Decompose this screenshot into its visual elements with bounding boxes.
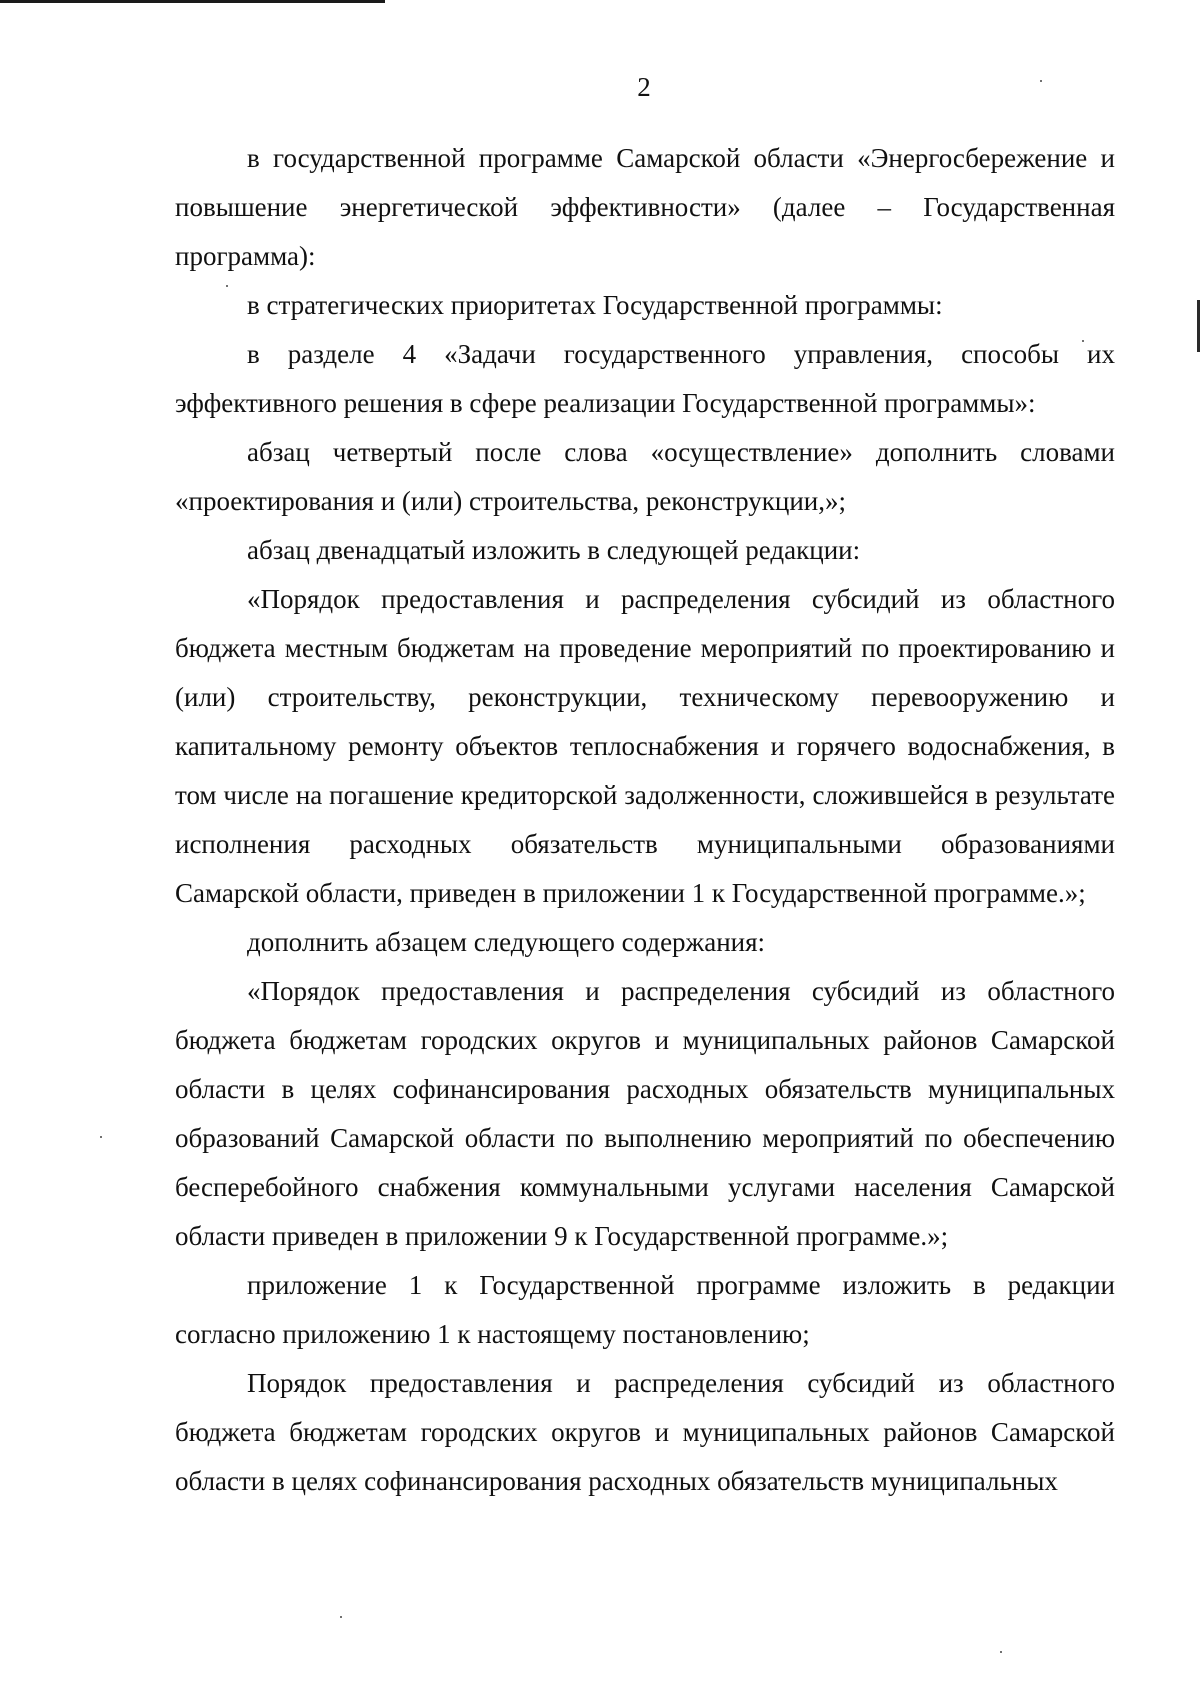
paragraph: абзац двенадцатый изложить в следующей редакции: [247, 535, 861, 565]
paragraph: дополнить абзацем следующего содержания: [247, 927, 766, 957]
paragraph: в государственной программе Самарской области «Энергосбережение и повышение энергетической эффективности» (далее – Государственная программа): [175, 143, 1115, 271]
scan-edge-mark-top [0, 0, 385, 3]
paragraph: «Порядок предоставления и распределения субсидий из областного бюджета бюджетам городских округов и муниципальных районов Самарской области в целях софинансирования расходных обязательств муниципальных образований Самарской области по выполнению мероприятий по обеспечению бесперебойного снабжения коммунальными услугами населения Самарской области приведен в приложении 9 к Государственной программе.»; [175, 976, 1115, 1251]
paragraph: в разделе 4 «Задачи государственного управления, способы их эффективного решения в сфере реализации Государственной программы»: [175, 339, 1115, 418]
scan-speck [100, 1136, 102, 1138]
paragraph: «Порядок предоставления и распределения субсидий из областного бюджета местным бюджетам на проведение мероприятий по проектированию и (или) строительству, реконструкции, техническому перевооружению и капитальному ремонту объектов теплоснабжения и горячего водоснабжения, в том числе на погашение кредиторской задолженности, сложившейся в результате исполнения расходных обязательств муниципальными образованиями Самарской области, приведен в приложении 1 к Государственной программе.»; [175, 584, 1115, 908]
scan-speck [1000, 1651, 1002, 1653]
paragraph: абзац четвертый после слова «осуществление» дополнить словами «проектирования и (или) строительства, реконструкции,»; [175, 437, 1115, 516]
page-number: 2 [637, 72, 651, 102]
paragraph: в стратегических приоритетах Государственной программы: [247, 290, 943, 320]
paragraph: Порядок предоставления и распределения субсидий из областного бюджета бюджетам городских округов и муниципальных районов Самарской области в целях софинансирования расходных обязательств муниципальных [175, 1368, 1115, 1496]
paragraph: приложение 1 к Государственной программе изложить в редакции согласно приложению 1 к настоящему постановлению; [175, 1270, 1115, 1349]
document-body [175, 134, 1115, 1506]
scan-speck [340, 1616, 342, 1618]
